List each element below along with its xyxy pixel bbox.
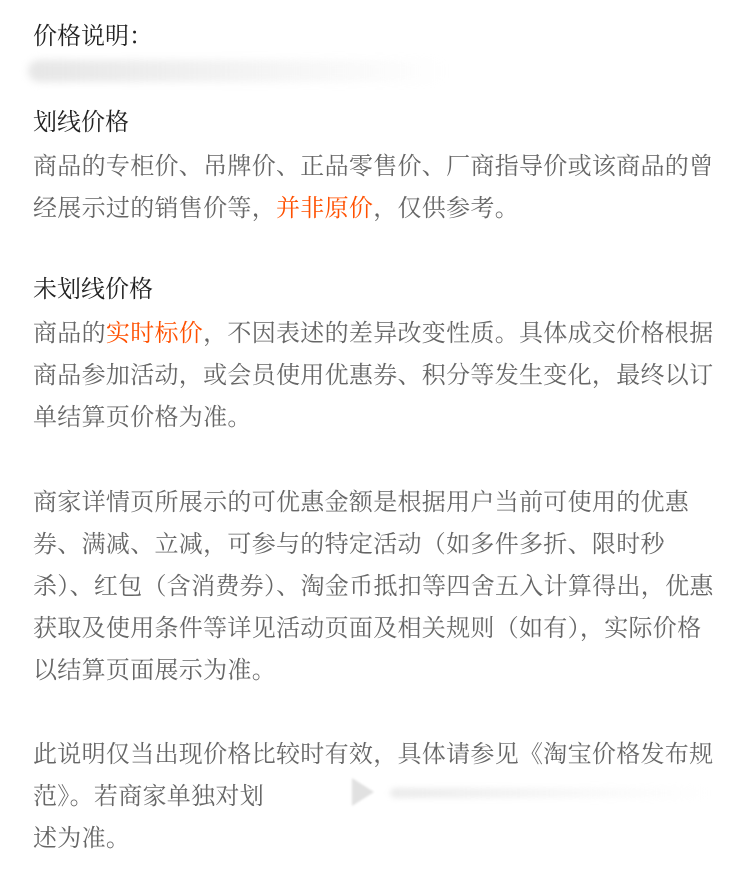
body-text: ，不因表述的差异改变性质。具体成交价格根据商品参加活动，或会员使用优惠券、积分等发生变化，最终以订单结算页价格为准。 xyxy=(33,319,714,431)
section-body xyxy=(33,312,723,438)
blurred-text-line xyxy=(28,60,448,82)
section-discount-note xyxy=(33,481,723,691)
body-text: 商品的专柜价、吊牌价、正品零售价、厂商指导价或该商品的曾经展示过的销售价等， xyxy=(33,152,714,222)
section-title: 未划线价格 xyxy=(33,275,153,303)
page-title: 价格说明： xyxy=(33,22,153,50)
body-text: 此说明仅当出现价格比较时有效，具体请参见《淘宝价格发布规范》。若商家单独对划 xyxy=(33,740,714,810)
body-text-tail: 述为准。 xyxy=(33,824,131,852)
body-text: 商品的 xyxy=(33,319,106,347)
highlight-text: 实时标价 xyxy=(105,319,204,347)
section-strikethrough-price xyxy=(33,105,723,229)
section-body: 商家详情页所展示的可优惠金额是根据用户当前可使用的优惠券、满减、立减，可参与的特定活动（如多件多折、限时秒杀）、红包（含消费券）、淘金币抵扣等四舍五入计算得出，优惠获取及使用条件等详见活动页面及相关规则（如有），实际价格以结算页面展示为准。 xyxy=(33,488,714,684)
highlight-text: 并非原价 xyxy=(276,194,374,222)
blurred-text-fragment xyxy=(390,788,710,798)
body-text: ，仅供参考。 xyxy=(373,194,520,222)
section-non-strikethrough-price xyxy=(33,272,723,438)
section-body xyxy=(33,145,723,229)
play-arrow-icon xyxy=(352,778,374,806)
section-title: 划线价格 xyxy=(33,108,129,136)
